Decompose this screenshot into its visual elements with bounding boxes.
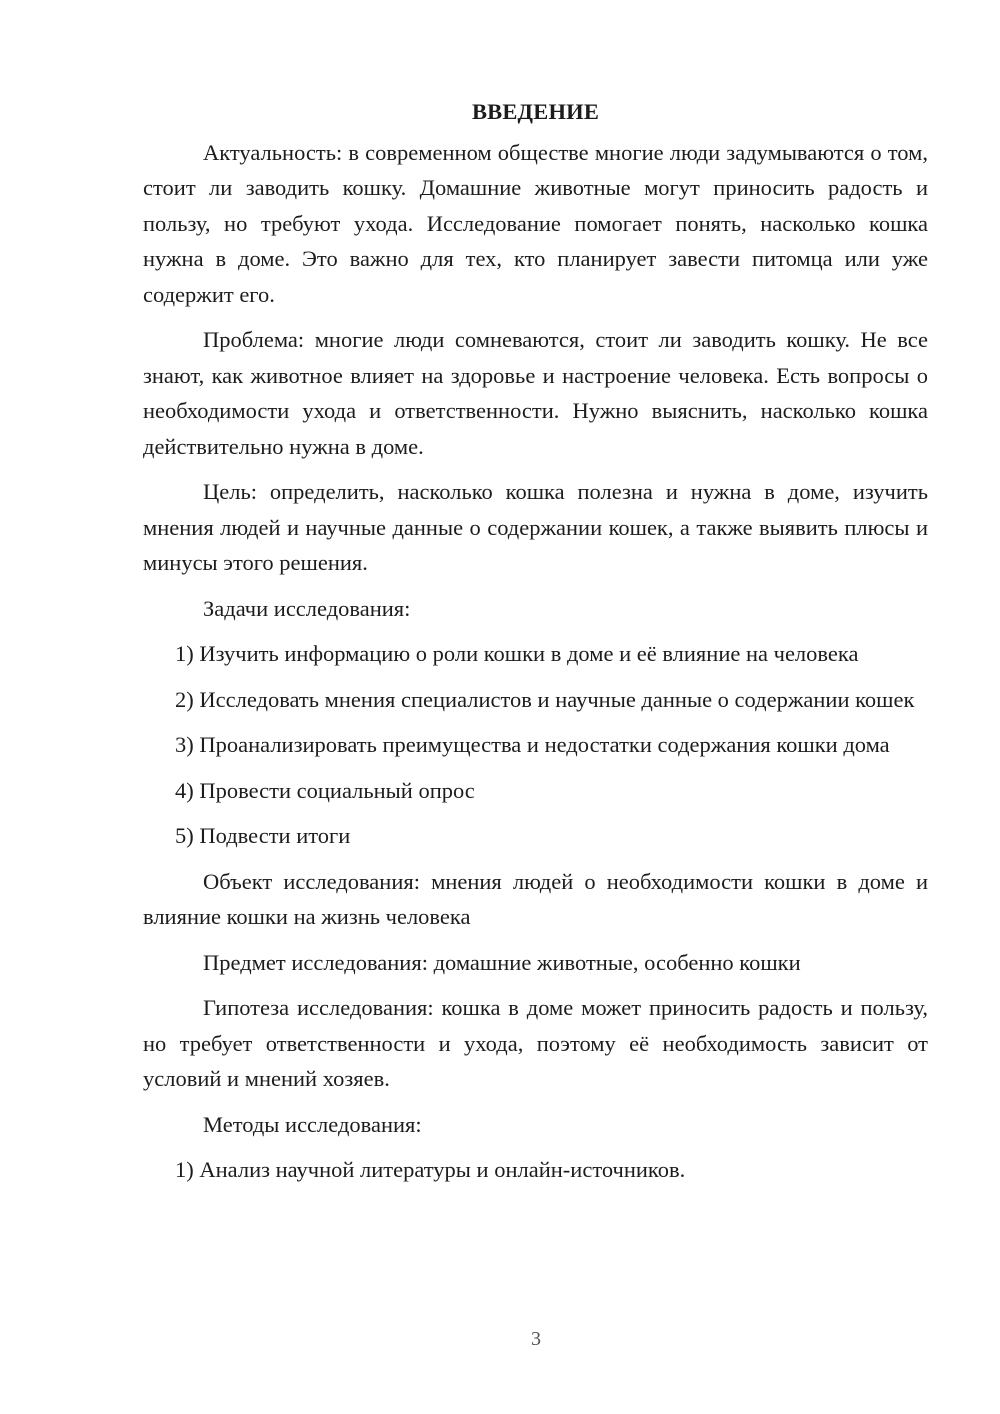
section-title: ВВЕДЕНИЕ	[471, 99, 600, 124]
page-number: 3	[531, 1328, 541, 1350]
paragraph-relevance: Актуальность: в современном обществе многие люди задумываются о том, стоит ли заводить кошку. Домашние животные могут приносить радость и пользу, но требуют ухода. Исследование помогает понять, насколько кошка нужна в доме. Это важно для тех, кто планирует завести питомца или уже содержит его.	[143, 139, 928, 307]
paragraph-problem: Проблема: многие люди сомневаются, стоит ли заводить кошку. Не все знают, как животное влияет на здоровье и настроение человека. Есть вопросы о необходимости ухода и ответственности. Нужно выяснить, насколько кошка действительно нужна в доме.	[143, 327, 928, 459]
method-item-1: 1) Анализ научной литературы и онлайн-источников.	[175, 1157, 686, 1182]
page-content	[143, 94, 928, 1198]
task-item-1: 1) Изучить информацию о роли кошки в доме и её влияние на человека	[175, 641, 859, 666]
paragraph-hypothesis: Гипотеза исследования: кошка в доме может приносить радость и пользу, но требует ответственности и ухода, поэтому её необходимость зависит от условий и мнений хозяев.	[143, 995, 928, 1091]
task-item-4: 4) Провести социальный опрос	[175, 777, 475, 803]
task-item-3: 3) Проанализировать преимущества и недостатки содержания кошки дома	[175, 732, 890, 757]
paragraph-object: Объект исследования: мнения людей о необходимости кошки в доме и влияние кошки на жизнь человека	[143, 868, 928, 929]
methods-heading: Методы исследования:	[203, 1111, 422, 1137]
tasks-heading: Задачи исследования:	[203, 595, 411, 621]
task-item-2: 2) Исследовать мнения специалистов и научные данные о содержании кошек	[175, 686, 915, 712]
paragraph-subject: Предмет исследования: домашние животные, особенно кошки	[203, 949, 801, 975]
task-item-5: 5) Подвести итоги	[175, 823, 351, 848]
paragraph-goal: Цель: определить, насколько кошка полезна и нужна в доме, изучить мнения людей и научные данные о содержании кошек, а также выявить плюсы и минусы этого решения.	[143, 479, 928, 575]
